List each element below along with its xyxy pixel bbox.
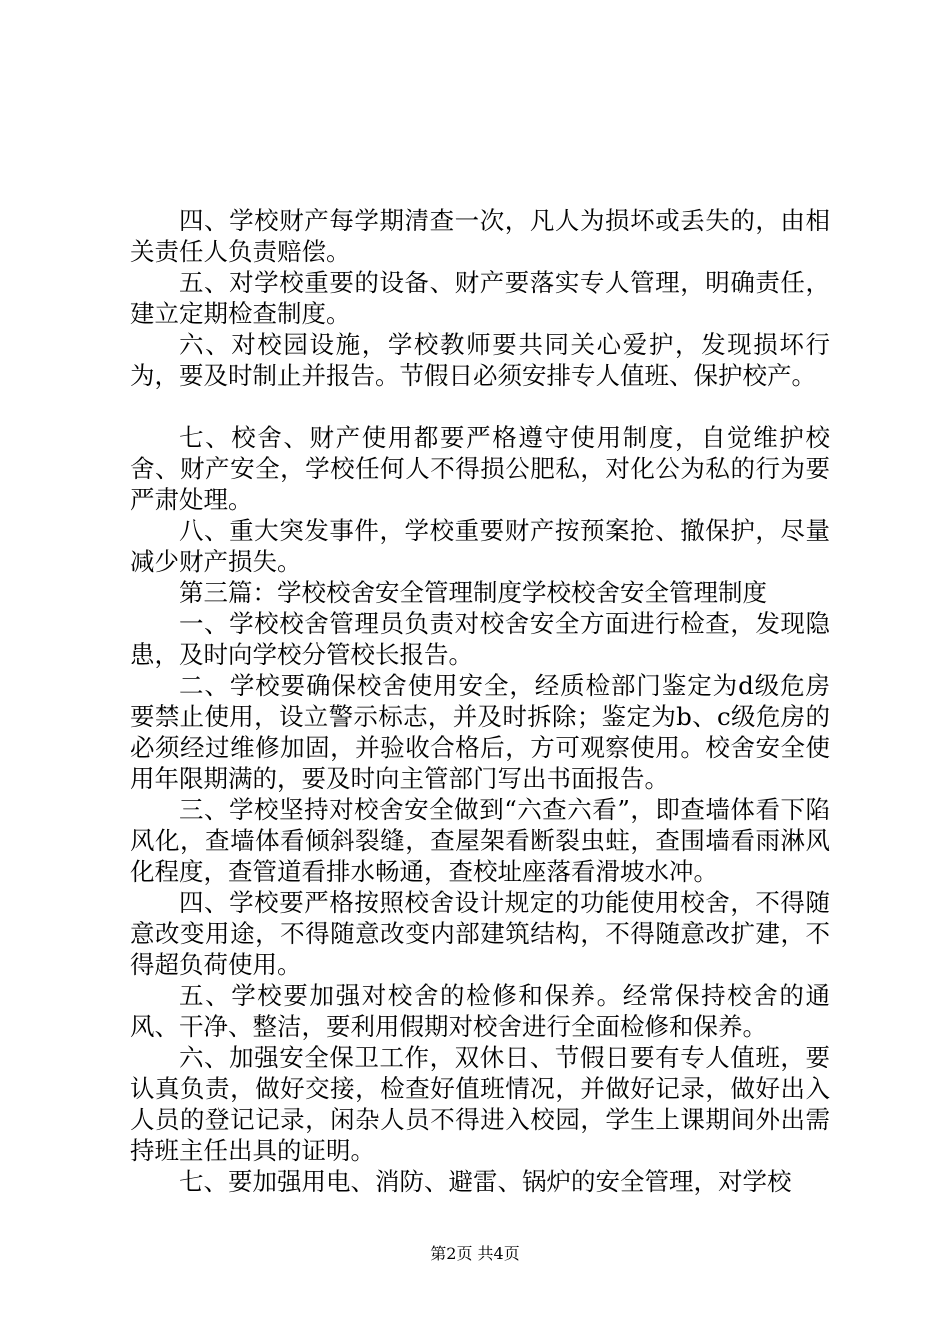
page-number-footer: 第2页 共4页 <box>430 1244 520 1263</box>
paragraph-item-7-asset-usage: 七、校舍、财产使用都要严格遵守使用制度，自觉维护校舍、财产安全，学校任何人不得损公肥私，对化公为私的行为要严肃处理。 <box>130 423 830 514</box>
paragraph-item-8-emergency: 八、重大突发事件，学校重要财产按预案抢、撤保护，尽量减少财产损失。 <box>130 516 830 576</box>
paragraph-item-2-building-safety: 二、学校要确保校舍使用安全，经质检部门鉴定为d级危房要禁止使用，设立警示标志，并及时拆除；鉴定为b、c级危房的必须经过维修加固，并验收合格后，方可观察使用。校舍安全使用年限期满的，要及时向主管部门写出书面报告。 <box>130 671 830 793</box>
document-body <box>130 205 830 1197</box>
paragraph-item-5-maintenance: 五、学校要加强对校舍的检修和保养。经常保持校舍的通风、干净、整洁，要利用假期对校舍进行全面检修和保养。 <box>130 981 830 1041</box>
paragraph-item-4-building-usage: 四、学校要严格按照校舍设计规定的功能使用校舍，不得随意改变用途，不得随意改变内部建筑结构，不得随意改扩建，不得超负荷使用。 <box>130 888 830 979</box>
paragraph-item-4-asset-check: 四、学校财产每学期清查一次，凡人为损坏或丢失的，由相关责任人负责赔偿。 <box>130 206 830 266</box>
paragraph-item-6-security-duty: 六、加强安全保卫工作，双休日、节假日要有专人值班，要认真负责，做好交接，检查好值班情况，并做好记录，做好出入人员的登记记录，闲杂人员不得进入校园，学生上课期间外出需持班主任出具的证明。 <box>130 1043 830 1165</box>
section-heading-part-3: 第三篇：学校校舍安全管理制度学校校舍安全管理制度 <box>179 578 767 607</box>
paragraph-item-1-inspection: 一、学校校舍管理员负责对校舍安全方面进行检查，发现隐患，及时向学校分管校长报告。 <box>130 609 830 669</box>
paragraph-item-6-campus-facilities: 六、对校园设施，学校教师要共同关心爱护，发现损坏行为，要及时制止并报告。节假日必须安排专人值班、保护校产。 <box>130 330 830 390</box>
paragraph-item-3-six-checks: 三、学校坚持对校舍安全做到“六查六看”，即查墙体看下陷风化，查墙体看倾斜裂缝，查屋架看断裂虫蛀，查围墙看雨淋风化程度，查管道看排水畅通，查校址座落看滑坡水冲。 <box>130 795 830 886</box>
paragraph-item-7-electrical-fire-safety: 七、要加强用电、消防、避雷、锅炉的安全管理，对学校 <box>179 1167 792 1196</box>
paragraph-item-5-equipment-management: 五、对学校重要的设备、财产要落实专人管理，明确责任，建立定期检查制度。 <box>130 268 830 328</box>
